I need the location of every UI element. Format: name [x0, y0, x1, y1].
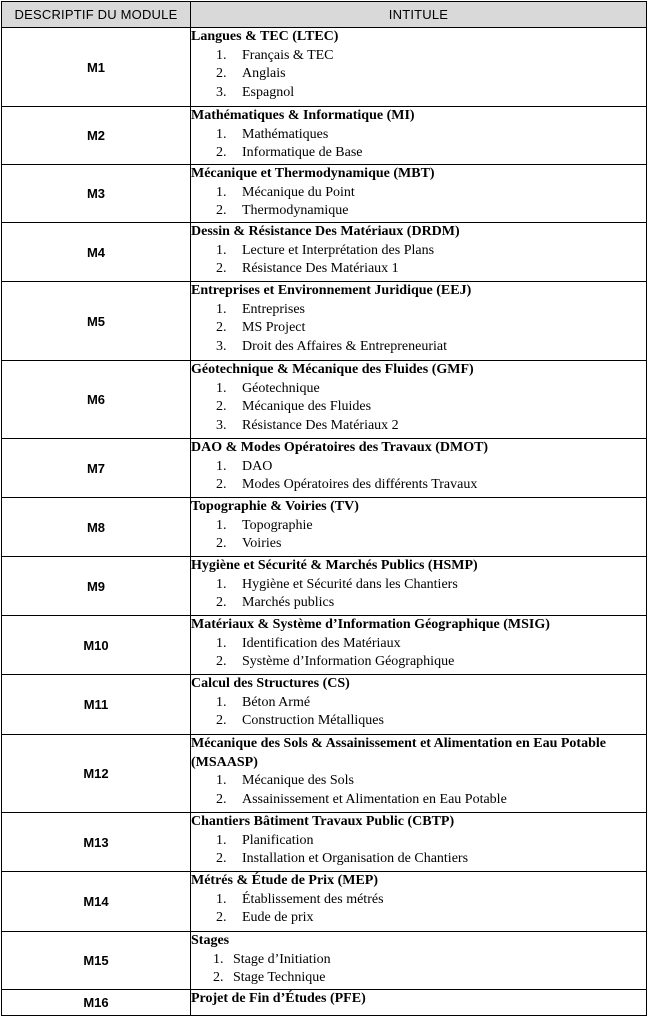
- module-content: [191, 107, 647, 165]
- module-code: M16: [2, 990, 191, 1016]
- module-subject: [191, 653, 646, 672]
- modules-body: [2, 28, 647, 1016]
- module-content: [191, 28, 647, 107]
- subject-number: 3.: [216, 84, 227, 100]
- module-title: Projet de Fin d’Études (PFE): [191, 991, 366, 1006]
- header-title: INTITULE: [191, 2, 647, 28]
- module-code: M14: [2, 872, 191, 932]
- module-row: [2, 735, 647, 813]
- module-row: [2, 165, 647, 223]
- module-content: [191, 990, 647, 1016]
- module-content: [191, 557, 647, 616]
- subject-label: Résistance Des Matériaux 2: [242, 417, 399, 433]
- subject-label: Voiries: [242, 536, 282, 552]
- module-row: [2, 990, 647, 1016]
- module-subject: [191, 380, 646, 399]
- subject-label: Stage Technique: [233, 970, 326, 986]
- module-row: [2, 223, 647, 282]
- subject-label: Construction Métalliques: [242, 713, 384, 729]
- module-subject: [191, 850, 646, 869]
- subject-number: 1.: [216, 694, 227, 710]
- subject-number: 3.: [216, 417, 227, 433]
- module-row: [2, 282, 647, 361]
- module-subject: [191, 891, 646, 910]
- subject-number: 1.: [216, 773, 227, 789]
- module-row: [2, 872, 647, 932]
- subject-label: Mécanique des Fluides: [242, 399, 372, 415]
- subject-number: 1.: [216, 184, 227, 200]
- subject-label: Français & TEC: [242, 47, 334, 63]
- module-code: M4: [2, 223, 191, 282]
- module-subject: [191, 319, 646, 338]
- module-subject: [191, 791, 646, 810]
- module-content: [191, 361, 647, 439]
- subject-number: 1.: [216, 242, 227, 258]
- module-content: [191, 282, 647, 361]
- module-title: Mathématiques & Informatique (MI): [191, 108, 415, 123]
- module-subject: [191, 635, 646, 654]
- module-subject: [191, 184, 646, 203]
- module-subject: [191, 476, 646, 495]
- module-subject: [191, 458, 646, 477]
- subject-label: Mathématiques: [242, 126, 329, 142]
- module-content: [191, 813, 647, 872]
- module-content: [191, 439, 647, 498]
- subject-label: Hygiène et Sécurité dans les Chantiers: [242, 576, 458, 592]
- subject-number: 2.: [216, 145, 227, 161]
- subject-label: Lecture et Interprétation des Plans: [242, 242, 435, 258]
- subject-number: 2.: [216, 536, 227, 552]
- module-title: Mécanique et Thermodynamique (MBT): [191, 166, 435, 181]
- module-code: M3: [2, 165, 191, 223]
- subject-label: Eude de prix: [242, 910, 314, 926]
- subject-number: 1.: [216, 891, 227, 907]
- module-subject: [191, 65, 646, 84]
- subject-number: 1.: [216, 47, 227, 63]
- module-content: [191, 675, 647, 735]
- subject-number: 3.: [216, 338, 227, 354]
- module-row: [2, 557, 647, 616]
- module-title: DAO & Modes Opératoires des Travaux (DMOT): [191, 440, 489, 455]
- subject-label: Mécanique des Sols: [242, 773, 354, 789]
- subject-label: Topographie: [242, 517, 313, 533]
- module-title: Mécanique des Sols & Assainissement et Alimentation en Eau Potable (MSAASP): [191, 736, 606, 770]
- subject-label: Assainissement et Alimentation en Eau Potable: [242, 791, 507, 807]
- module-title: Entreprises et Environnement Juridique (EEJ): [191, 283, 472, 298]
- subject-label: Espagnol: [242, 84, 295, 100]
- module-content: [191, 616, 647, 675]
- subject-number: 2.: [216, 399, 227, 415]
- subject-label: Mécanique du Point: [242, 184, 355, 200]
- module-subject: [191, 202, 646, 221]
- subject-label: Système d’Information Géographique: [242, 654, 455, 670]
- subject-number: 1.: [213, 951, 224, 967]
- module-row: [2, 107, 647, 165]
- subject-number: 1.: [216, 576, 227, 592]
- module-code: M6: [2, 361, 191, 439]
- subject-number: 2.: [216, 261, 227, 277]
- subject-number: 2.: [216, 477, 227, 493]
- module-code: M2: [2, 107, 191, 165]
- subject-number: 2.: [216, 320, 227, 336]
- subject-label: Anglais: [242, 66, 286, 82]
- module-subject: [191, 417, 646, 436]
- subject-number: 1.: [216, 832, 227, 848]
- subject-label: Établissement des métrés: [242, 891, 384, 907]
- module-title: Stages: [191, 933, 230, 948]
- module-subject: [191, 969, 646, 988]
- module-subject: [191, 517, 646, 536]
- module-subject: [191, 338, 646, 357]
- module-content: [191, 735, 647, 813]
- subject-number: 2.: [216, 595, 227, 611]
- module-row: [2, 28, 647, 107]
- module-code: M15: [2, 932, 191, 990]
- subject-label: Informatique de Base: [242, 145, 363, 161]
- module-code: M10: [2, 616, 191, 675]
- subject-number: 2.: [216, 654, 227, 670]
- subject-number: 1.: [216, 458, 227, 474]
- module-code: M9: [2, 557, 191, 616]
- module-content: [191, 498, 647, 557]
- subject-label: Modes Opératoires des différents Travaux: [242, 477, 478, 493]
- module-subject: [191, 951, 646, 970]
- module-subject: [191, 694, 646, 713]
- module-title: Dessin & Résistance Des Matériaux (DRDM): [191, 224, 460, 239]
- subject-label: Installation et Organisation de Chantiers: [242, 851, 469, 867]
- module-subject: [191, 594, 646, 613]
- module-subject: [191, 832, 646, 851]
- subject-label: Béton Armé: [242, 694, 311, 710]
- subject-number: 1.: [216, 517, 227, 533]
- subject-number: 2.: [216, 791, 227, 807]
- module-row: [2, 813, 647, 872]
- subject-label: MS Project: [242, 320, 306, 336]
- module-subject: [191, 126, 646, 145]
- module-title: Langues & TEC (LTEC): [191, 29, 339, 44]
- module-code: M11: [2, 675, 191, 735]
- module-content: [191, 932, 647, 990]
- module-title: Hygiène et Sécurité & Marchés Publics (HSMP): [191, 558, 478, 573]
- module-subject: [191, 47, 646, 66]
- subject-number: 1.: [216, 380, 227, 396]
- subject-label: Marchés publics: [242, 595, 335, 611]
- module-row: [2, 439, 647, 498]
- module-subject: [191, 712, 646, 731]
- module-subject: [191, 909, 646, 928]
- module-content: [191, 872, 647, 932]
- module-subject: [191, 772, 646, 791]
- module-subject: [191, 576, 646, 595]
- header-module-code: DESCRIPTIF DU MODULE: [2, 2, 191, 28]
- subject-label: Droit des Affaires & Entrepreneuriat: [242, 338, 448, 354]
- subject-number: 2.: [216, 851, 227, 867]
- module-row: [2, 361, 647, 439]
- module-code: M7: [2, 439, 191, 498]
- subject-label: Entreprises: [242, 301, 305, 317]
- subject-label: Thermodynamique: [242, 203, 349, 219]
- subject-number: 2.: [216, 910, 227, 926]
- module-content: [191, 165, 647, 223]
- subject-number: 2.: [213, 970, 224, 986]
- subject-number: 1.: [216, 126, 227, 142]
- subject-number: 1.: [216, 301, 227, 317]
- module-title: Chantiers Bâtiment Travaux Public (CBTP): [191, 814, 455, 829]
- module-title: Matériaux & Système d’Information Géographique (MSIG): [191, 617, 550, 632]
- modules-table: [1, 1, 647, 1016]
- module-subject: [191, 144, 646, 163]
- subject-number: 2.: [216, 66, 227, 82]
- header-row: [2, 2, 647, 28]
- module-code: M12: [2, 735, 191, 813]
- module-row: [2, 498, 647, 557]
- module-subject: [191, 535, 646, 554]
- subject-number: 2.: [216, 203, 227, 219]
- module-title: Calcul des Structures (CS): [191, 676, 350, 691]
- module-code: M1: [2, 28, 191, 107]
- subject-label: DAO: [242, 458, 273, 474]
- module-code: M5: [2, 282, 191, 361]
- module-row: [2, 675, 647, 735]
- module-title: Topographie & Voiries (TV): [191, 499, 359, 514]
- module-row: [2, 616, 647, 675]
- module-subject: [191, 242, 646, 261]
- module-title: Géotechnique & Mécanique des Fluides (GMF): [191, 362, 474, 377]
- module-subject: [191, 260, 646, 279]
- module-code: M13: [2, 813, 191, 872]
- subject-label: Stage d’Initiation: [233, 951, 331, 967]
- subject-number: 1.: [216, 635, 227, 651]
- subject-label: Planification: [242, 832, 314, 848]
- module-row: [2, 932, 647, 990]
- module-title: Métrés & Étude de Prix (MEP): [191, 873, 378, 888]
- subject-label: Identification des Matériaux: [242, 635, 401, 651]
- module-content: [191, 223, 647, 282]
- module-subject: [191, 301, 646, 320]
- subject-number: 2.: [216, 713, 227, 729]
- module-subject: [191, 398, 646, 417]
- subject-label: Géotechnique: [242, 380, 320, 396]
- module-subject: [191, 84, 646, 103]
- subject-label: Résistance Des Matériaux 1: [242, 261, 399, 277]
- module-code: M8: [2, 498, 191, 557]
